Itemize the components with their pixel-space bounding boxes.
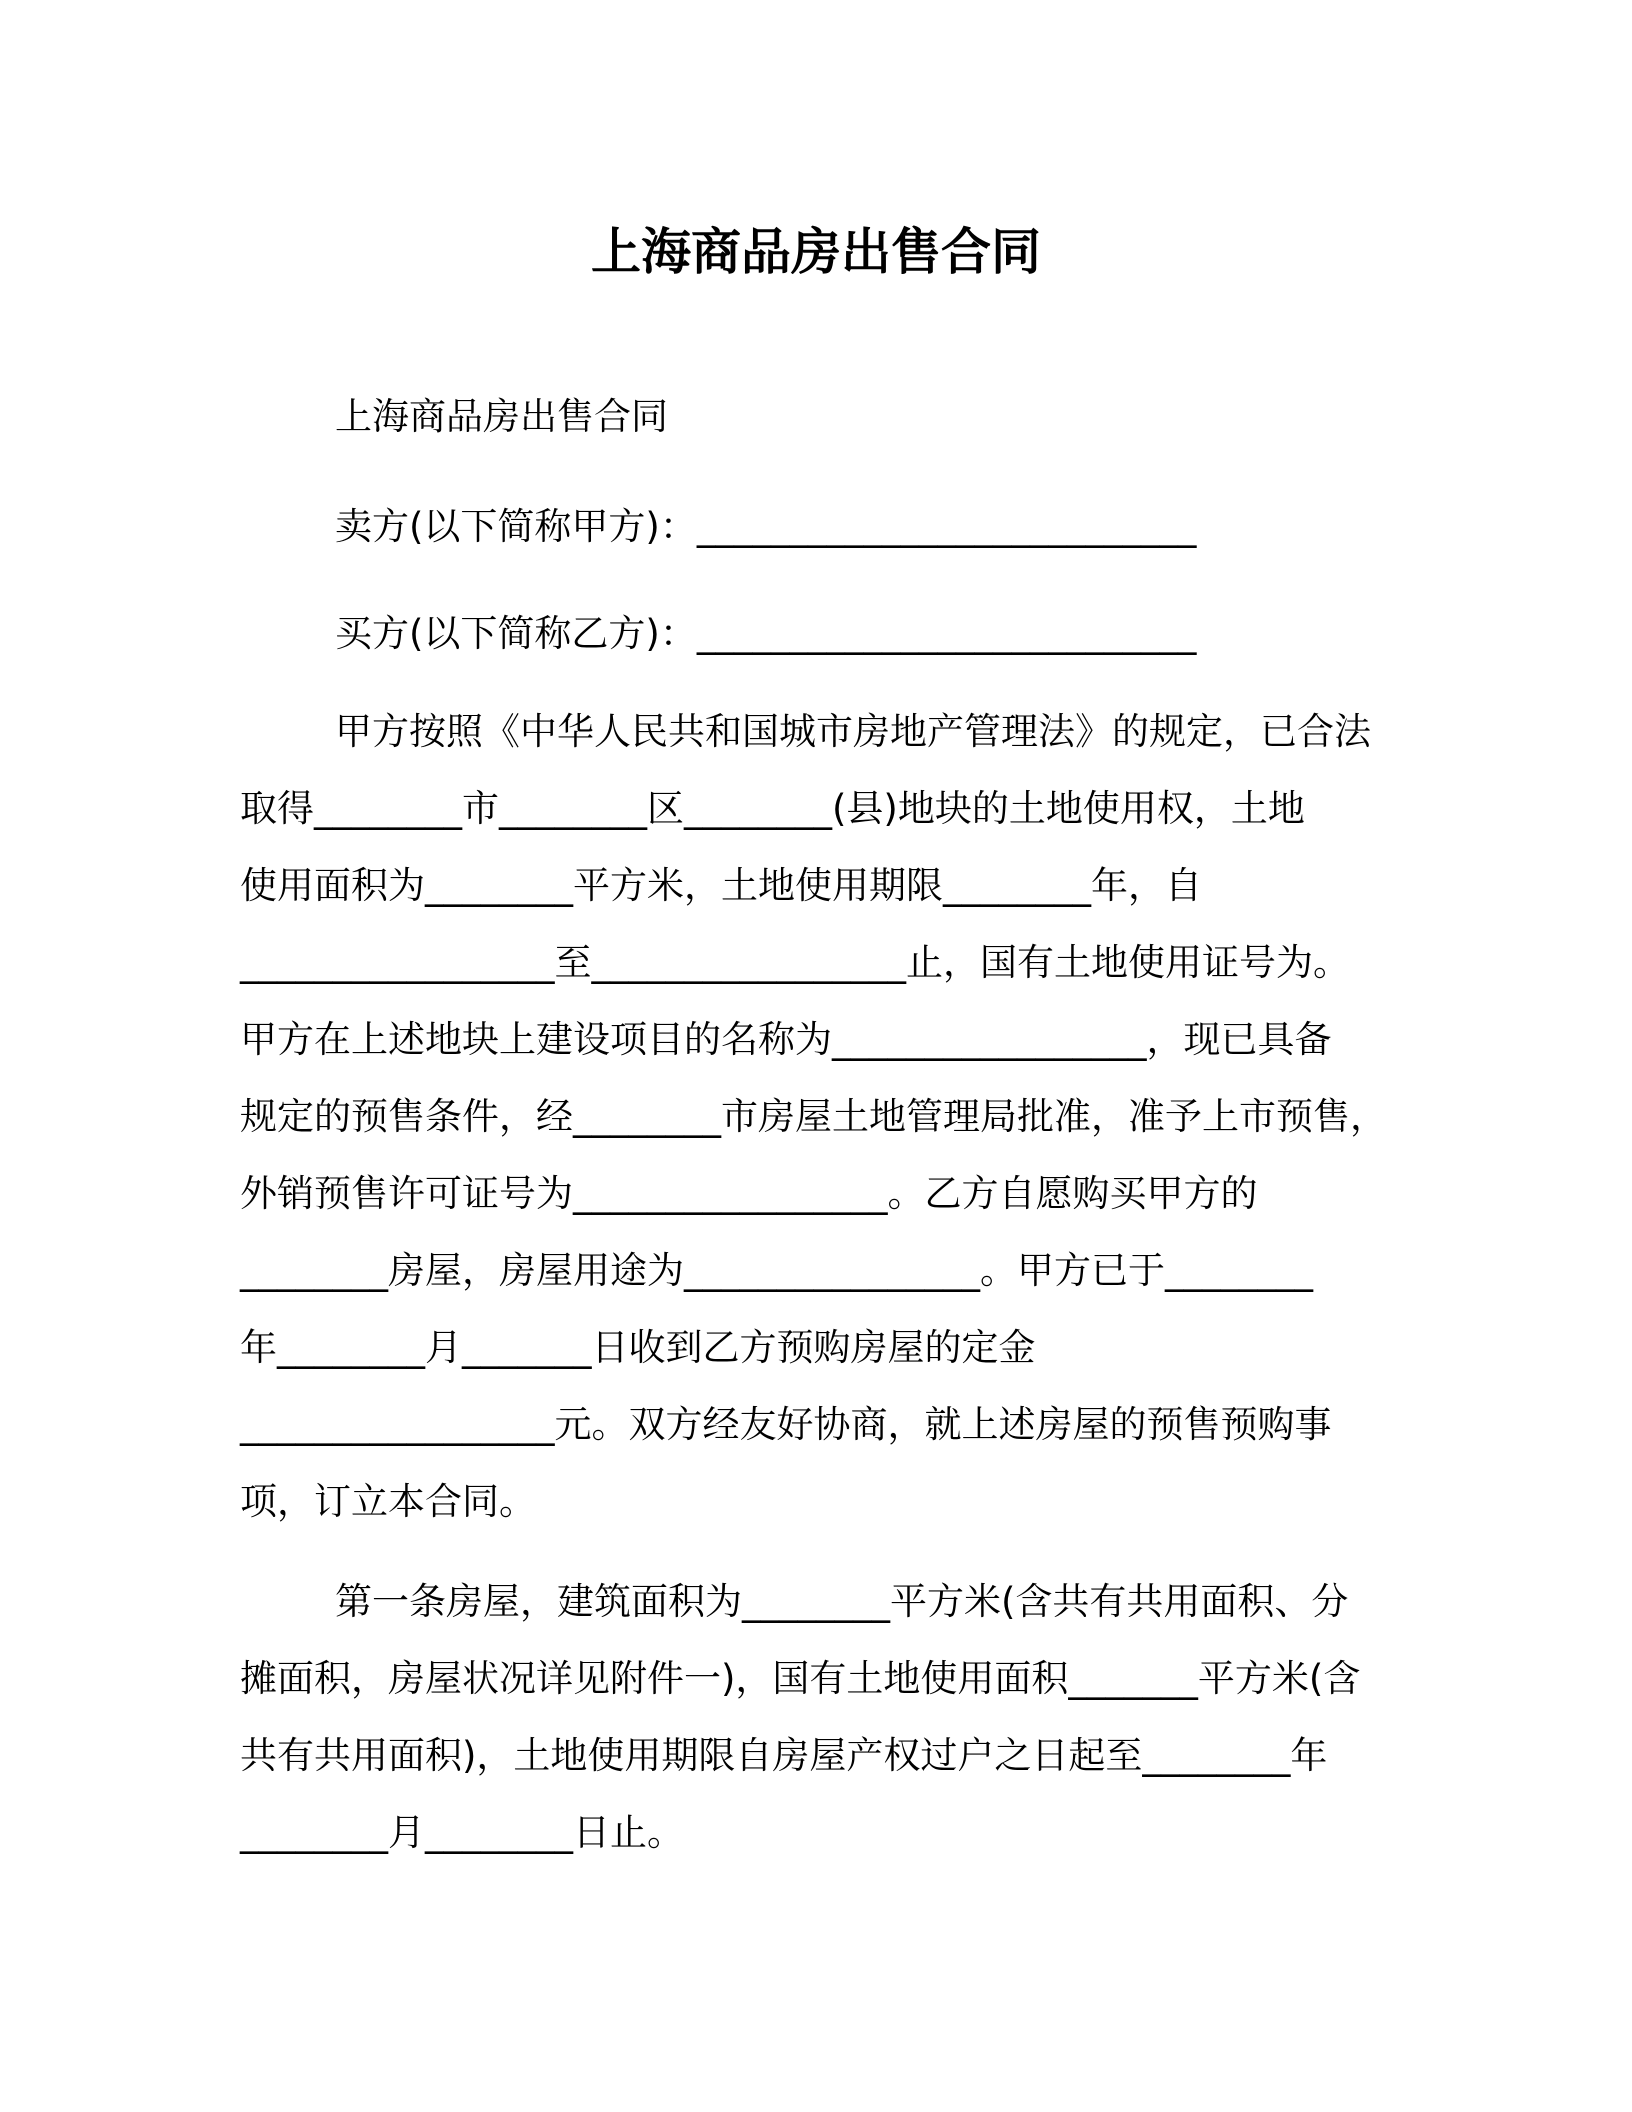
document-title: 上海商品房出售合同 [591,223,1041,281]
buyer-line: 买方(以下简称乙方)：___________________________ [335,612,1197,655]
seller-line: 卖方(以下简称甲方)：___________________________ [335,505,1197,548]
preamble-line: 甲方按照《中华人民共和国城市房地产管理法》的规定，已合法 [335,710,1371,753]
article1-line: 第一条房屋，建筑面积为________平方米(含共有共用面积、分 [335,1580,1349,1623]
preamble-line: 甲方在上述地块上建设项目的名称为_________________，现已具备 [240,1018,1332,1061]
preamble-line: 年________月_______日收到乙方预购房屋的定金 [240,1326,1036,1369]
preamble-line: ________房屋，房屋用途为________________。甲方已于________ [240,1249,1313,1292]
preamble-line: _________________至_________________止，国有土地使用证号为。 [240,941,1350,984]
preamble-line: 取得________市________区________(县)地块的土地使用权，土地 [240,787,1305,830]
preamble-line: 外销预售许可证号为_________________。乙方自愿购买甲方的 [240,1172,1258,1215]
preamble-line: 项，订立本合同。 [240,1480,536,1523]
article1-line: ________月________日止。 [240,1811,684,1854]
article1-line: 共有共用面积)，土地使用期限自房屋产权过户之日起至________年 [240,1734,1328,1777]
article1-line: 摊面积，房屋状况详见附件一)，国有土地使用面积_______平方米(含 [240,1657,1361,1700]
subtitle: 上海商品房出售合同 [335,395,668,438]
preamble-line: 规定的预售条件，经________市房屋土地管理局批准，准予上市预售， [240,1095,1387,1138]
preamble-line: _________________元。双方经友好协商，就上述房屋的预售预购事 [240,1403,1332,1446]
preamble-line: 使用面积为________平方米，土地使用期限________年，自 [240,864,1202,907]
